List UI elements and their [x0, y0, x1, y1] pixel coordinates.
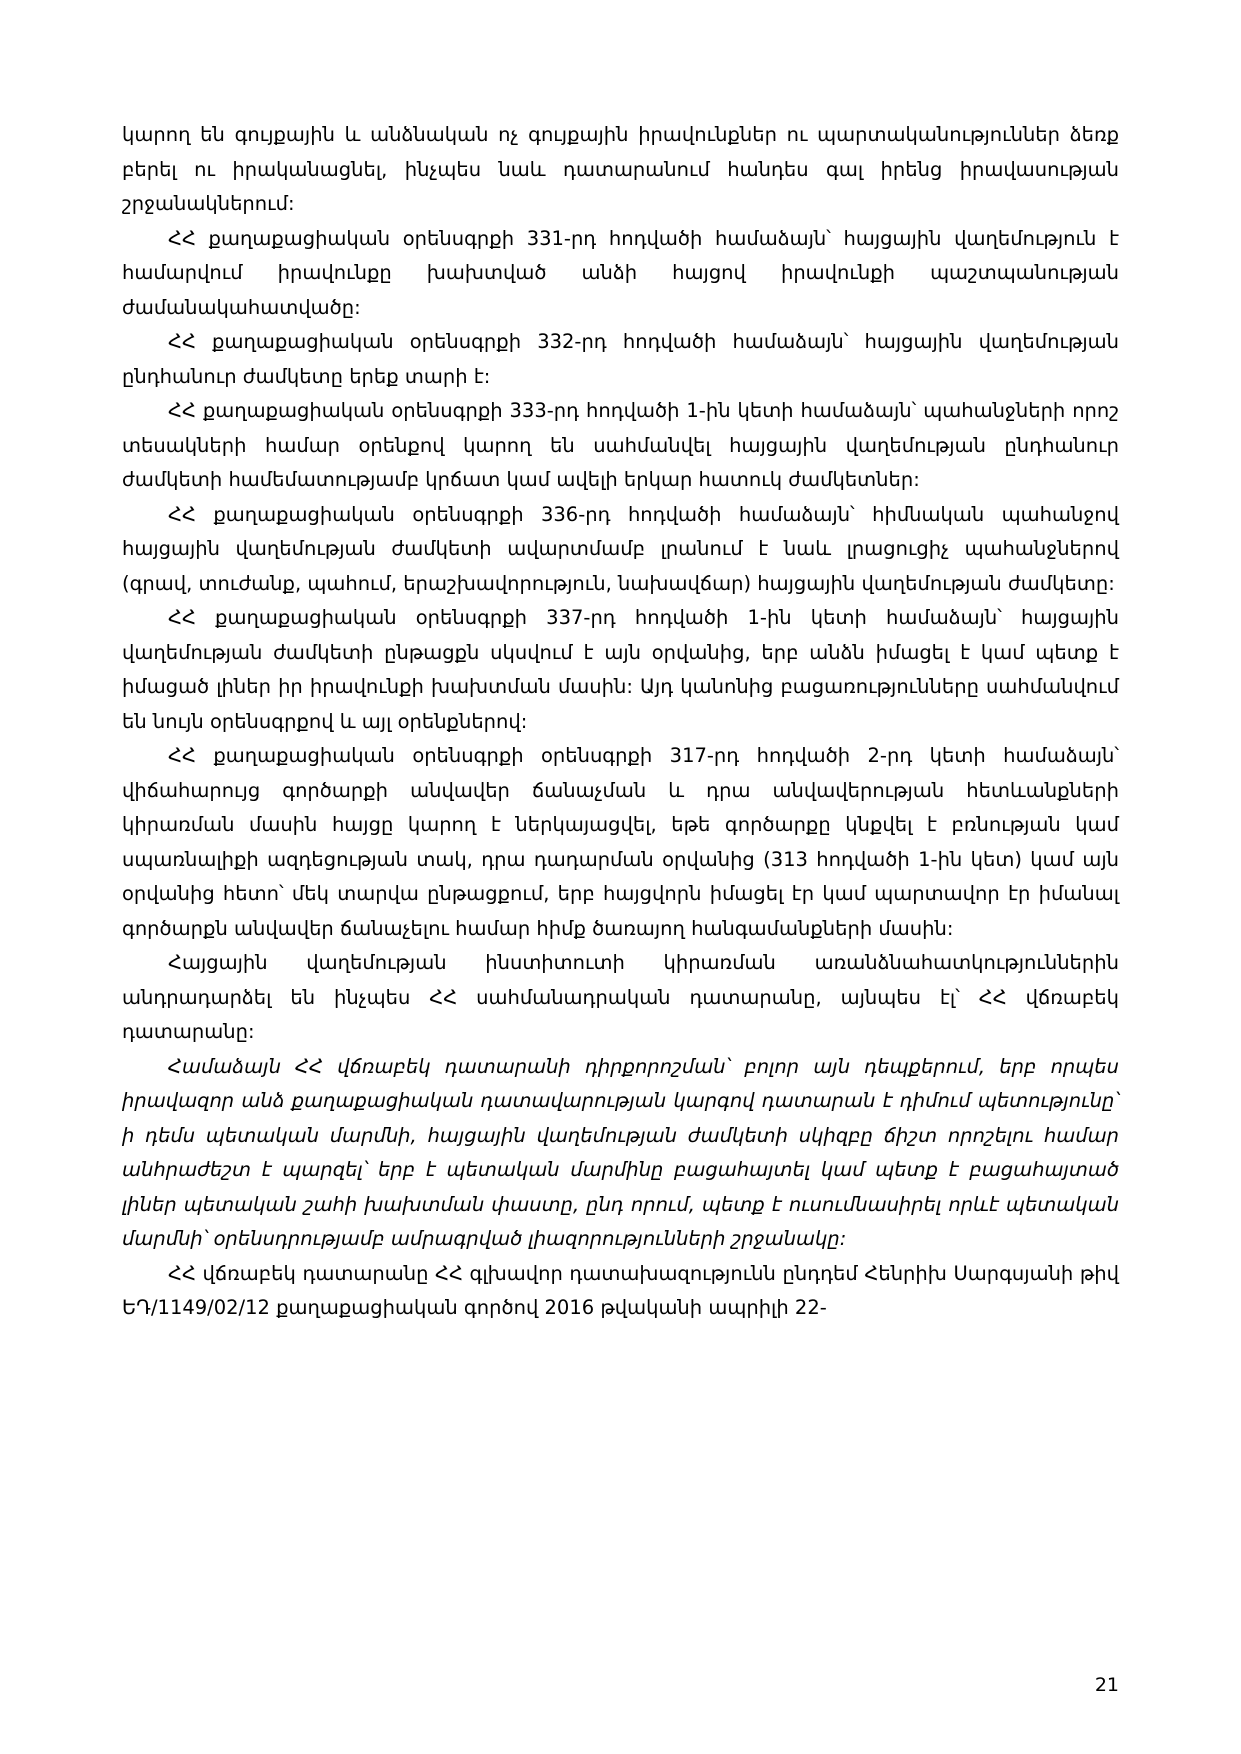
paragraph: կարող են գույքային և անձնական ոչ գույքային իրավունքներ ու պարտականություններ ձեռք բերել ու իրականացնել, ինչպես նաև դատարանում հանդես գալ իրենց իրավասության շրջանակներում: — [122, 123, 1119, 215]
paragraph: ՀՀ քաղաքացիական օրենսգրքի օրենսգրքի 317-րդ հոդվածի 2-րդ կետի համաձայն՝ վիճահարույց գործարքի անվավեր ճանաչման և դրա անվավերության հետևանքների կիրառման մասին հայցը կարող է ներկայացվել, եթե գործարքը կնքվել է բռնության կամ սպառնալիքի ազդեցության տակ, դրա դադարման օրվանից (313 հոդվածի 1-ին կետ) կամ այն օրվանից հետո՝ մեկ տարվա ընթացքում, երբ հայցվորն իմացել էր կամ պարտավոր էր իմանալ գործարքն անվավեր ճանաչելու համար հիմք ծառայող հանգամանքների մասին: — [122, 744, 1119, 940]
paragraph: ՀՀ քաղաքացիական օրենսգրքի 337-րդ հոդվածի 1-ին կետի համաձայն՝ հայցային վաղեմության ժամկետի ընթացքն սկսվում է այն օրվանից, երբ անձն իմացել է կամ պետք է իմացած լիներ իր իրավունքի խախտման մասին: Այդ կանոնից բացառությունները սահմանվում են նույն օրենսգրքով և այլ օրենքներով: — [122, 606, 1119, 733]
paragraph: ՀՀ քաղաքացիական օրենսգրքի 332-րդ հոդվածի համաձայն՝ հայցային վաղեմության ընդհանուր ժամկետը երեք տարի է: — [122, 330, 1119, 388]
document-body — [122, 118, 1119, 1326]
paragraph: ՀՀ վճռաբեկ դատարանը ՀՀ գլխավոր դատախազությունն ընդդեմ Հենրիխ Սարգսյանի թիվ ԵԴ/1149/02/12 քաղաքացիական գործով 2016 թվականի ապրիլի 22- — [122, 1261, 1119, 1319]
paragraph: ՀՀ քաղաքացիական օրենսգրքի 331-րդ հոդվածի համաձայն՝ հայցային վաղեմություն է համարվում իրավունքը խախտված անձի հայցով իրավունքի պաշտպանության ժամանակահատվածը: — [122, 226, 1119, 319]
paragraph: ՀՀ քաղաքացիական օրենսգրքի 336-րդ հոդվածի համաձայն՝ հիմնական պահանջով հայցային վաղեմության ժամկետի ավարտմամբ լրանում է նաև լրացուցիչ պահանջներով (գրավ, տուժանք, պահում, երաշխավորություն, նախավճար) հայցային վաղեմության ժամկետը: — [122, 502, 1119, 595]
page-number: 21 — [1094, 1674, 1119, 1696]
paragraph: Հայցային վաղեմության ինստիտուտի կիրառման առանձնահատկություններին անդրադարձել են ինչպես ՀՀ սահմանադրական դատարանը, այնպես էլ՝ ՀՀ վճռաբեկ դատարանը: — [122, 951, 1119, 1043]
paragraph: ՀՀ քաղաքացիական օրենսգրքի 333-րդ հոդվածի 1-ին կետի համաձայն՝ պահանջների որոշ տեսակների համար օրենքով կարող են սահմանվել հայցային վաղեմության ընդհանուր ժամկետի համեմատությամբ կրճատ կամ ավելի երկար հատուկ ժամկետներ: — [122, 399, 1119, 491]
paragraph-quote: Համաձայն ՀՀ վճռաբեկ դատարանի դիրքորոշման՝ բոլոր այն դեպքերում, երբ որպես իրավազոր անձ քաղաքացիական դատավարության կարգով դատարան է դիմում պետությունը՝ ի դեմս պետական մարմնի, հայցային վաղեմության ժամկետի սկիզբը ճիշտ որոշելու համար անհրաժեշտ է պարզել՝ երբ է պետական մարմինը բացահայտել կամ պետք է բացահայտած լիներ պետական շահի խախտման փաստը, ընդ որում, պետք է ուսումնասիրել որևէ պետական մարմնի՝ օրենսդրությամբ ամրագրված լիազորությունների շրջանակը: — [122, 1054, 1119, 1250]
